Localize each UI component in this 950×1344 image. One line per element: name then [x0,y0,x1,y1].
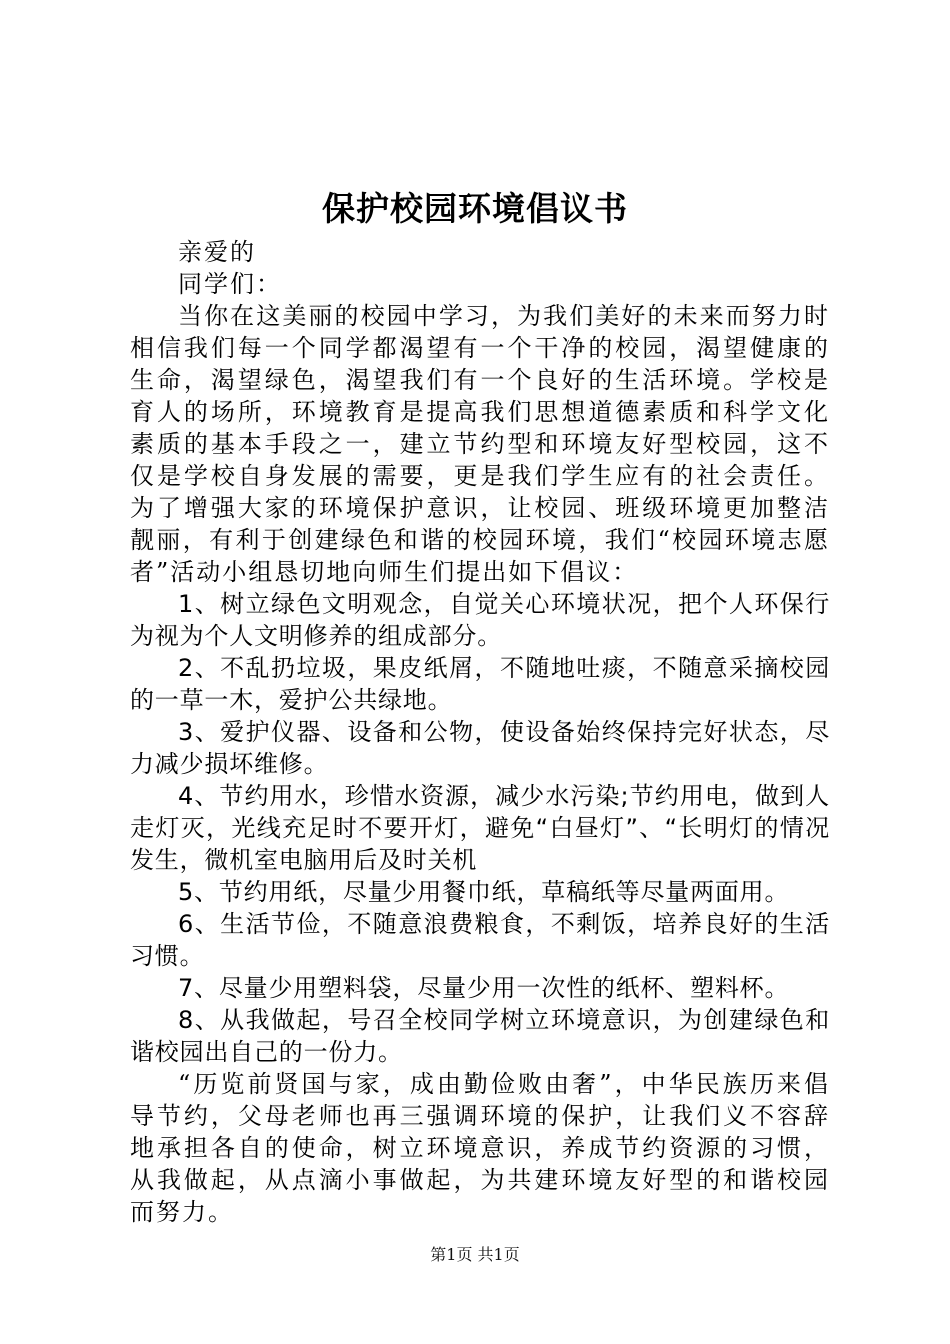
proposal-item-1: 1、树立绿色文明观念，自觉关心环境状况，把个人环保行为视为个人文明修养的组成部分。 [130,590,830,650]
proposal-item-7: 7、尽量少用塑料袋，尽量少用一次性的纸杯、塑料杯。 [178,974,790,1002]
proposal-item-8: 8、从我做起，号召全校同学树立环境意识，为创建绿色和谐校园出自己的一份力。 [130,1006,830,1066]
proposal-item-4: 4、节约用水，珍惜水资源，减少水污染;节约用电，做到人走灯灭，光线充足时不要开灯，避免“白昼灯”、“长明灯的情况发生，微机室电脑用后及时关机 [130,782,830,874]
proposal-item-2: 2、不乱扔垃圾，果皮纸屑，不随地吐痰，不随意采摘校园的一草一木，爱护公共绿地。 [130,654,830,714]
proposal-item-3: 3、爱护仪器、设备和公物，使设备始终保持完好状态，尽力减少损坏维修。 [130,718,830,778]
document-title: 保护校园环境倡议书 [322,189,628,228]
intro-paragraph: 当你在这美丽的校园中学习，为我们美好的未来而努力时相信我们每一个同学都渴望有一个干净的校园，渴望健康的生命，渴望绿色，渴望我们有一个良好的生活环境。学校是育人的场所，环境教育是提高我们思想道德素质和科学文化素质的基本手段之一，建立节约型和环境友好型校园，这不仅是学校自身发展的需要，更是我们学生应有的社会责任。为了增强大家的环境保护意识，让校园、班级环境更加整洁靓丽，有利于创建绿色和谐的校园环境，我们“校园环境志愿者”活动小组恳切地向师生们提出如下倡议： [130,302,830,586]
proposal-item-6: 6、生活节俭，不随意浪费粮食，不剩饭，培养良好的生活习惯。 [130,910,830,970]
page-number: 第1页 共1页 [430,1245,520,1264]
greeting-line-1: 亲爱的 [178,238,256,266]
document-body [130,236,830,1228]
proposal-item-5: 5、节约用纸，尽量少用餐巾纸，草稿纸等尽量两面用。 [178,878,790,906]
greeting-line-2: 同学们： [178,270,282,298]
closing-paragraph: “历览前贤国与家，成由勤俭败由奢”，中华民族历来倡导节约，父母老师也再三强调环境的保护，让我们义不容辞地承担各自的使命，树立环境意识，养成节约资源的习惯，从我做起，从点滴小事做起，为共建环境友好型的和谐校园而努力。 [130,1070,830,1226]
